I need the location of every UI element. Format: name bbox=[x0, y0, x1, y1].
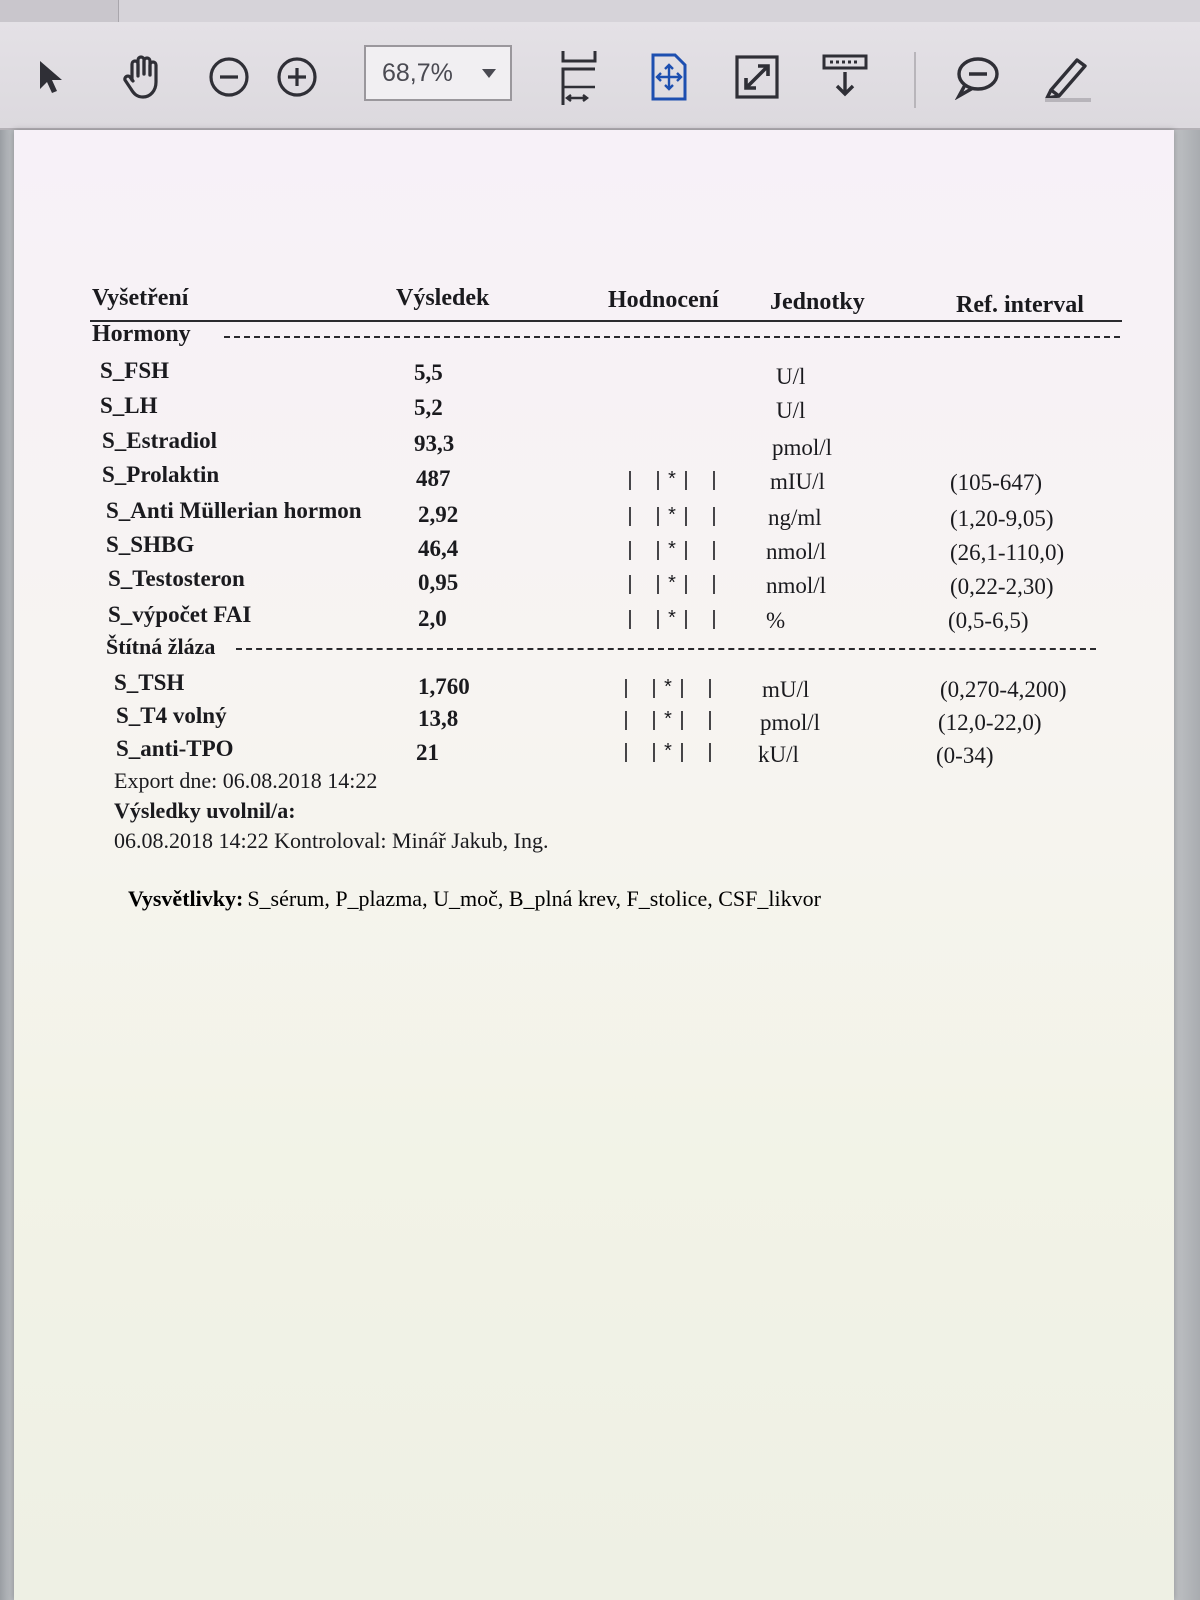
test-evaluation: | |*| | bbox=[620, 678, 719, 701]
toolbar-separator bbox=[914, 52, 916, 108]
zoom-select[interactable] bbox=[364, 45, 512, 101]
test-evaluation: | |*| | bbox=[624, 574, 723, 597]
test-name: S_Prolaktin bbox=[102, 462, 220, 487]
test-unit: pmol/l bbox=[760, 710, 821, 735]
full-screen-icon[interactable] bbox=[730, 50, 784, 104]
speech-bubble-icon[interactable] bbox=[950, 50, 1004, 104]
test-name: S_anti-TPO bbox=[116, 736, 234, 761]
section-divider bbox=[236, 648, 1096, 650]
test-unit: % bbox=[766, 608, 786, 633]
test-ref-interval: (1,20-9,05) bbox=[950, 506, 1054, 531]
test-unit: nmol/l bbox=[766, 573, 827, 598]
released-label: Výsledky uvolnil/a: bbox=[114, 798, 296, 823]
test-value: 0,95 bbox=[418, 570, 459, 595]
test-ref-interval: (26,1-110,0) bbox=[950, 540, 1065, 565]
legend-label: Vysvětlivky: bbox=[128, 886, 244, 911]
test-name: S_Testosteron bbox=[108, 566, 245, 591]
col-header-units: Jednotky bbox=[770, 289, 865, 315]
test-evaluation: | |*| | bbox=[624, 609, 723, 632]
col-header-ref: Ref. interval bbox=[956, 292, 1084, 318]
test-unit: ng/ml bbox=[768, 505, 822, 530]
pen-icon[interactable] bbox=[1040, 50, 1094, 104]
test-unit: mIU/l bbox=[770, 469, 825, 494]
test-name: S_Anti Müllerian hormon bbox=[106, 498, 362, 523]
test-value: 487 bbox=[416, 466, 451, 491]
hand-icon[interactable] bbox=[116, 50, 170, 104]
legend bbox=[128, 886, 821, 912]
pdf-toolbar bbox=[0, 22, 1200, 130]
test-value: 5,2 bbox=[414, 395, 443, 420]
col-header-evaluation: Hodnocení bbox=[608, 287, 719, 313]
section-title-stitna-zlaza: Štítná žláza bbox=[106, 634, 216, 659]
scroll-mode-icon[interactable] bbox=[818, 50, 872, 104]
test-value: 46,4 bbox=[418, 536, 459, 561]
test-ref-interval: (0,22-2,30) bbox=[950, 574, 1054, 599]
section-title-hormony: Hormony bbox=[92, 321, 191, 347]
test-evaluation: | |*| | bbox=[624, 470, 723, 493]
test-value: 13,8 bbox=[418, 706, 459, 731]
test-value: 2,92 bbox=[418, 502, 459, 527]
section-divider bbox=[224, 336, 1120, 338]
test-ref-interval: (0-34) bbox=[936, 743, 994, 768]
test-unit: pmol/l bbox=[772, 435, 833, 460]
fit-width-icon[interactable] bbox=[552, 50, 606, 104]
test-ref-interval: (0,5-6,5) bbox=[948, 608, 1029, 633]
test-unit: kU/l bbox=[758, 742, 799, 767]
export-line: Export dne: 06.08.2018 14:22 bbox=[114, 768, 378, 793]
test-ref-interval: (12,0-22,0) bbox=[938, 710, 1042, 735]
legend-text: S_sérum, P_plazma, U_moč, B_plná krev, F_stolice, CSF_likvor bbox=[247, 886, 821, 911]
col-header-result: Výsledek bbox=[396, 285, 490, 311]
test-name: S_výpočet FAI bbox=[108, 602, 252, 627]
zoom-value: 68,7% bbox=[382, 58, 453, 87]
minus-circle-icon[interactable] bbox=[202, 50, 256, 104]
test-value: 5,5 bbox=[414, 360, 443, 385]
test-unit: U/l bbox=[776, 398, 806, 423]
test-name: S_LH bbox=[100, 393, 158, 418]
test-name: S_FSH bbox=[100, 358, 170, 383]
test-name: S_SHBG bbox=[106, 532, 195, 557]
col-header-test: Vyšetření bbox=[92, 285, 189, 311]
test-value: 1,760 bbox=[418, 674, 470, 699]
test-evaluation: | |*| | bbox=[620, 742, 719, 765]
window-top-strip bbox=[0, 0, 1200, 22]
fit-page-icon[interactable] bbox=[642, 50, 696, 104]
test-name: S_Estradiol bbox=[102, 428, 218, 453]
plus-circle-icon[interactable] bbox=[270, 50, 324, 104]
header-rule bbox=[90, 320, 1122, 322]
test-unit: mU/l bbox=[762, 677, 810, 702]
test-ref-interval: (105-647) bbox=[950, 470, 1042, 495]
test-value: 2,0 bbox=[418, 606, 447, 631]
test-name: S_T4 volný bbox=[116, 703, 227, 728]
test-unit: nmol/l bbox=[766, 539, 827, 564]
test-unit: U/l bbox=[776, 364, 806, 389]
chevron-down-icon bbox=[482, 69, 496, 78]
pdf-page bbox=[14, 130, 1174, 1600]
test-evaluation: | |*| | bbox=[624, 540, 723, 563]
released-line: 06.08.2018 14:22 Kontroloval: Minář Jakub, Ing. bbox=[114, 828, 549, 853]
test-evaluation: | |*| | bbox=[624, 506, 723, 529]
test-value: 93,3 bbox=[414, 431, 455, 456]
test-name: S_TSH bbox=[114, 670, 185, 695]
window-panel-edge bbox=[118, 0, 1200, 22]
test-evaluation: | |*| | bbox=[620, 710, 719, 733]
arrow-pointer-icon[interactable] bbox=[24, 50, 78, 104]
test-ref-interval: (0,270-4,200) bbox=[940, 677, 1067, 702]
test-value: 21 bbox=[416, 740, 439, 765]
